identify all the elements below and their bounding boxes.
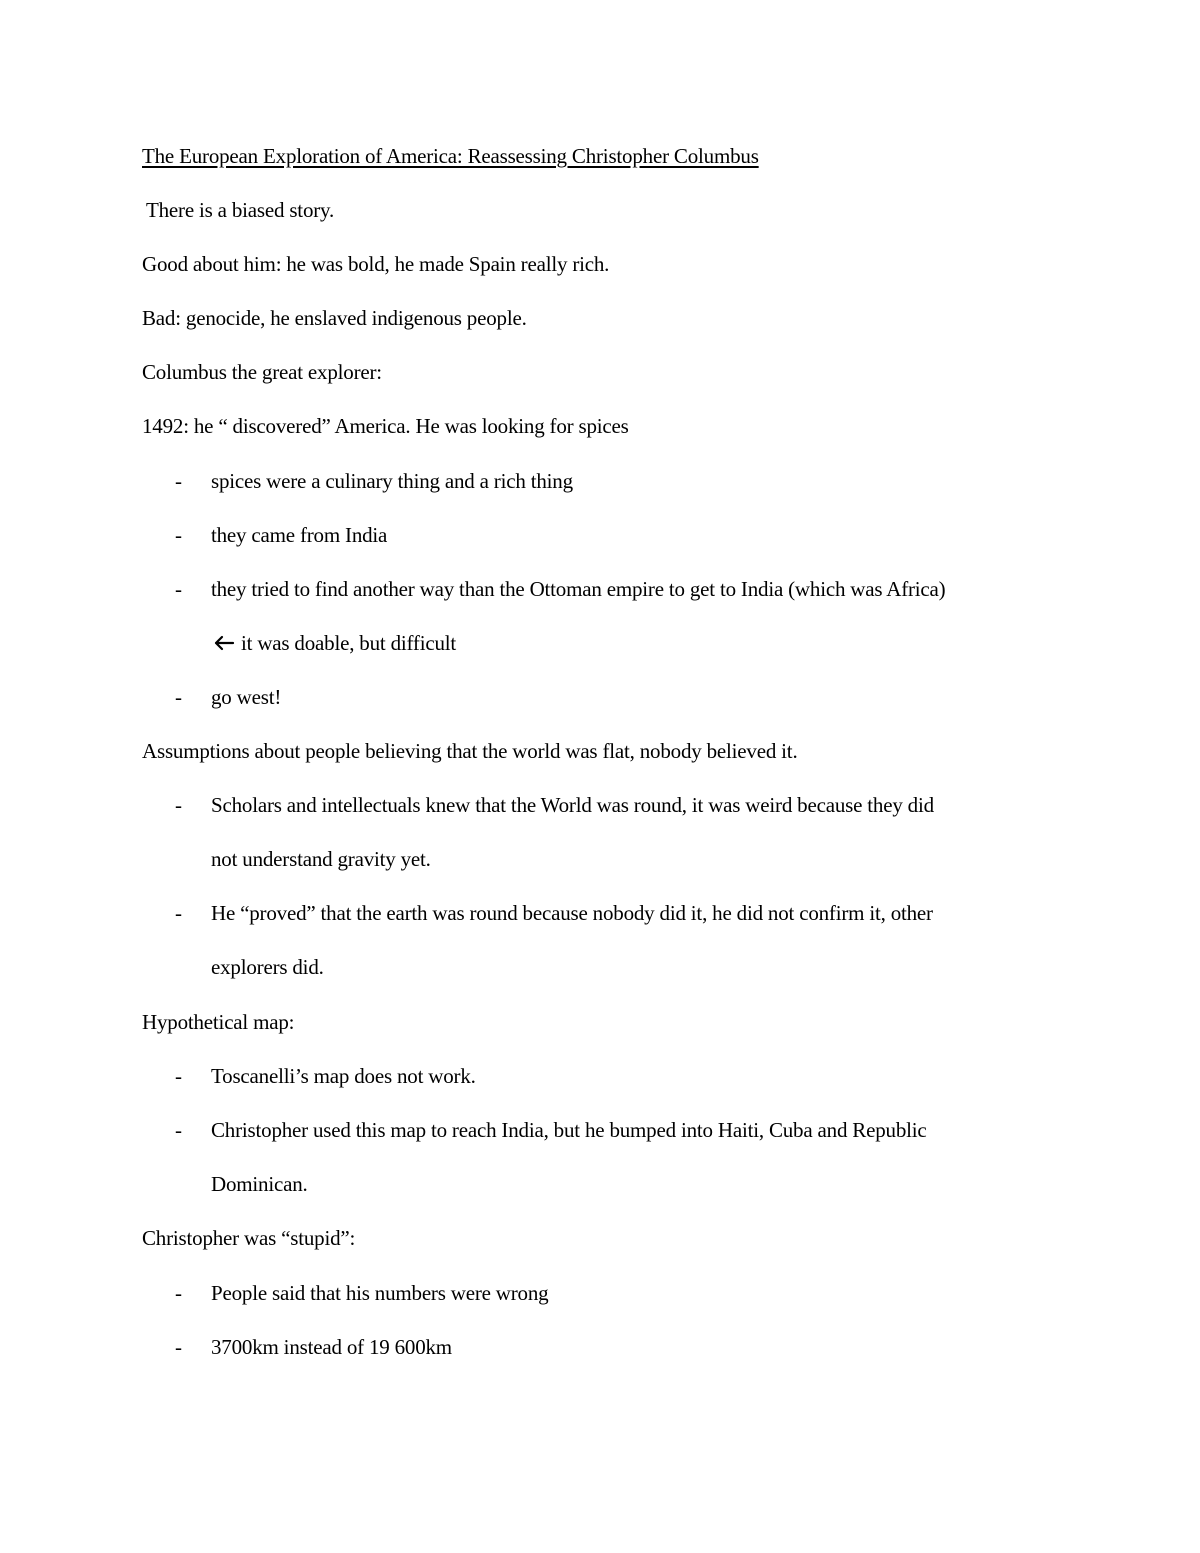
bullet-go-west: go west! (211, 685, 282, 709)
great-explorer-heading: Columbus the great explorer: (142, 360, 382, 384)
bullet-km: 3700km instead of 19 600km (211, 1335, 452, 1359)
bullet-dash: - (175, 1064, 182, 1088)
christopher-stupid-heading: Christopher was “stupid”: (142, 1226, 356, 1250)
bullet-numbers-wrong: People said that his numbers were wrong (211, 1281, 549, 1305)
bullet-dash: - (175, 1281, 182, 1305)
bullet-ottoman: they tried to find another way than the Ottoman empire to get to India (which was Africa) (211, 577, 946, 601)
bullet-spices-culinary: spices were a culinary thing and a rich thing (211, 469, 573, 493)
bullet-dash: - (175, 901, 182, 925)
bullet-dash: - (175, 577, 182, 601)
bullet-proved-line-1: He “proved” that the earth was round because nobody did it, he did not confirm it, other (211, 901, 933, 925)
year-1492-line: 1492: he “ discovered” America. He was looking for spices (142, 414, 629, 438)
good-about-him-line: Good about him: he was bold, he made Spain really rich. (142, 252, 610, 276)
bullet-christopher-line-1: Christopher used this map to reach India, but he bumped into Haiti, Cuba and Republic (211, 1118, 927, 1142)
bullet-proved-line-2: explorers did. (211, 955, 324, 979)
document-title: The European Exploration of America: Reassessing Christopher Columbus (142, 144, 759, 168)
assumptions-heading: Assumptions about people believing that the world was flat, nobody believed it. (142, 739, 798, 763)
doable-text: it was doable, but difficult (241, 631, 457, 655)
bullet-dash: - (175, 1118, 182, 1142)
bullet-dash: - (175, 1335, 182, 1359)
bullet-dash: - (175, 685, 182, 709)
biased-story-line: There is a biased story. (146, 198, 335, 222)
left-arrow-icon (213, 635, 235, 651)
bullet-dash: - (175, 469, 182, 493)
bullet-india: they came from India (211, 523, 388, 547)
doable-line (213, 630, 456, 656)
bullet-scholars-line-1: Scholars and intellectuals knew that the World was round, it was weird because they did (211, 793, 934, 817)
bullet-toscanelli: Toscanelli’s map does not work. (211, 1064, 476, 1088)
hypothetical-map-heading: Hypothetical map: (142, 1010, 295, 1034)
bullet-dash: - (175, 523, 182, 547)
bullet-christopher-line-2: Dominican. (211, 1172, 308, 1196)
bullet-dash: - (175, 793, 182, 817)
bad-line: Bad: genocide, he enslaved indigenous people. (142, 306, 527, 330)
bullet-scholars-line-2: not understand gravity yet. (211, 847, 431, 871)
